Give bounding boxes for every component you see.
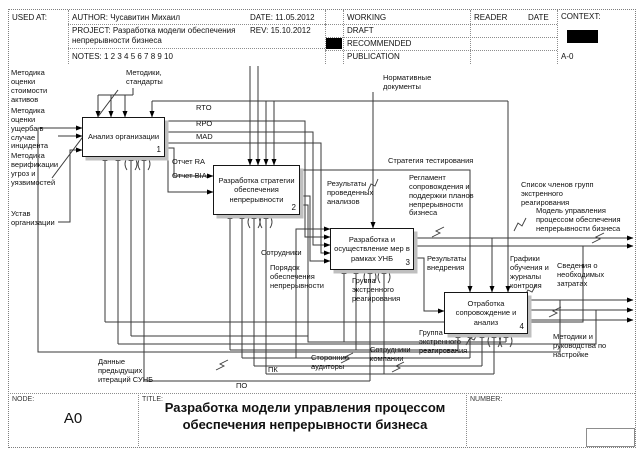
- activity-box-4-number: 4: [519, 322, 524, 332]
- arrow-label-rto: RTO: [196, 103, 212, 112]
- arrow-label-storonnie: Сторонние аудиторы: [311, 353, 349, 371]
- arrow-label-rezultaty-analizov: Результаты проведенных анализов: [327, 179, 374, 206]
- arrow-label-sotrudniki-kompanii: Сотрудники компании: [370, 345, 411, 363]
- arrow-label-mad: MAD: [196, 132, 213, 141]
- arrow-label-reglament: Регламент сопровождения и поддержки планов непрерывности бизнеса: [409, 173, 474, 218]
- activity-box-4-label: Отработка сопровождение и анализ: [455, 299, 517, 327]
- arrow-label-metodiki-standarty: Методики, стандарты: [126, 68, 163, 86]
- date-field: DATE: 11.05.2012: [250, 13, 315, 22]
- activity-box-1-number: 1: [156, 145, 161, 155]
- arrow-label-otchet-ra: Отчет RA: [172, 157, 206, 166]
- status-recommended[interactable]: RECOMMENDED: [347, 39, 412, 48]
- arrow-label-metodiki-rukovodstva: Методики и руководства по настройке: [553, 332, 607, 359]
- status-working[interactable]: WORKING: [347, 13, 387, 22]
- activity-box-3-number: 3: [405, 258, 410, 268]
- arrow-label-svedeniya: Сведения о необходимых затратах: [557, 261, 605, 288]
- activity-box-1-label: Анализ организации: [87, 132, 160, 142]
- used-at-label: USED AT:: [12, 13, 47, 22]
- rev-field: REV: 15.10.2012: [250, 26, 311, 35]
- node-value: A0: [63, 410, 83, 427]
- arrow-label-rpo: RPO: [196, 119, 213, 128]
- arrow-label-strategiya-testirovaniya: Стратегия тестирования: [388, 156, 474, 165]
- activity-box-2-label: Разработка стратегии обеспечения непрерывности: [218, 176, 295, 204]
- arrow-label-po: ПО: [236, 381, 248, 390]
- arrow-label-spisok-chlenov: Список членов групп экстренного реагирования: [521, 180, 594, 207]
- arrow-label-metodika-verifikacii: Методика верификации угроз и уязвимостей: [11, 151, 59, 187]
- context-label: CONTEXT:: [561, 12, 601, 21]
- activity-box-2[interactable]: [213, 165, 300, 215]
- arrow-label-metodika-ushcherba: Методика оценки ущерба в случае инцидента: [11, 106, 49, 151]
- arrow-label-otchet-bia: Отчет BIA: [172, 171, 207, 180]
- author-field: AUTHOR: Чусавитин Михаил: [72, 13, 181, 22]
- project-field: PROJECT: Разработка модели обеспечения непрерывности бизнеса: [72, 26, 236, 45]
- arrow-label-normativnye: Нормативные документы: [383, 73, 432, 91]
- number-box: [586, 428, 635, 447]
- footer-divider: [138, 393, 139, 446]
- activity-box-3-label: Разработка и осуществление мер в рамках УНБ: [334, 235, 410, 263]
- arrow-label-grafiki: Графики обучения и журналы контроля: [510, 254, 549, 290]
- arrow-label-sotrudniki: Сотрудники: [261, 248, 302, 257]
- status-publication[interactable]: PUBLICATION: [347, 52, 400, 61]
- arrow-label-gruppa-1: Группа экстренного реагирования: [352, 276, 401, 303]
- activity-box-4[interactable]: [444, 292, 528, 334]
- activity-box-3[interactable]: [330, 228, 414, 270]
- arrow-label-poryadok: Порядок обеспечения непрерывности: [270, 263, 324, 290]
- title-label: TITLE:: [142, 396, 164, 403]
- arrow-label-model-upravleniya: Модель управления процессом обеспечения непрерывности бизнеса: [536, 206, 621, 233]
- notes-field: NOTES: 1 2 3 4 5 6 7 8 9 10: [72, 52, 173, 61]
- status-draft[interactable]: DRAFT: [347, 26, 374, 35]
- arrow-label-rezultaty-vnedreniya: Результаты внедрения: [427, 254, 467, 272]
- number-label: NUMBER:: [470, 396, 503, 403]
- arrow-label-dannye: Данные предыдущих итераций СУНБ: [98, 357, 154, 384]
- arrow-label-pk: ПК: [268, 365, 278, 374]
- node-label: NODE:: [12, 396, 35, 403]
- arrow-label-ustav: Устав организации: [11, 209, 55, 227]
- activity-box-2-number: 2: [291, 203, 296, 213]
- footer-divider: [466, 393, 467, 446]
- context-node: A-0: [561, 52, 574, 61]
- date-col-label: DATE: [528, 13, 549, 22]
- activity-box-1[interactable]: [82, 117, 165, 157]
- diagram-title: Разработка модели управления процессом обеспечения непрерывности бизнеса: [164, 400, 446, 432]
- arrow-label-gruppa-2: Группа экстренного реагирования: [419, 328, 468, 355]
- arrow-label-metodika-stoimosti: Методика оценки стоимости активов: [11, 68, 48, 104]
- reader-label: READER: [474, 13, 508, 22]
- footer-top-line: [8, 393, 635, 394]
